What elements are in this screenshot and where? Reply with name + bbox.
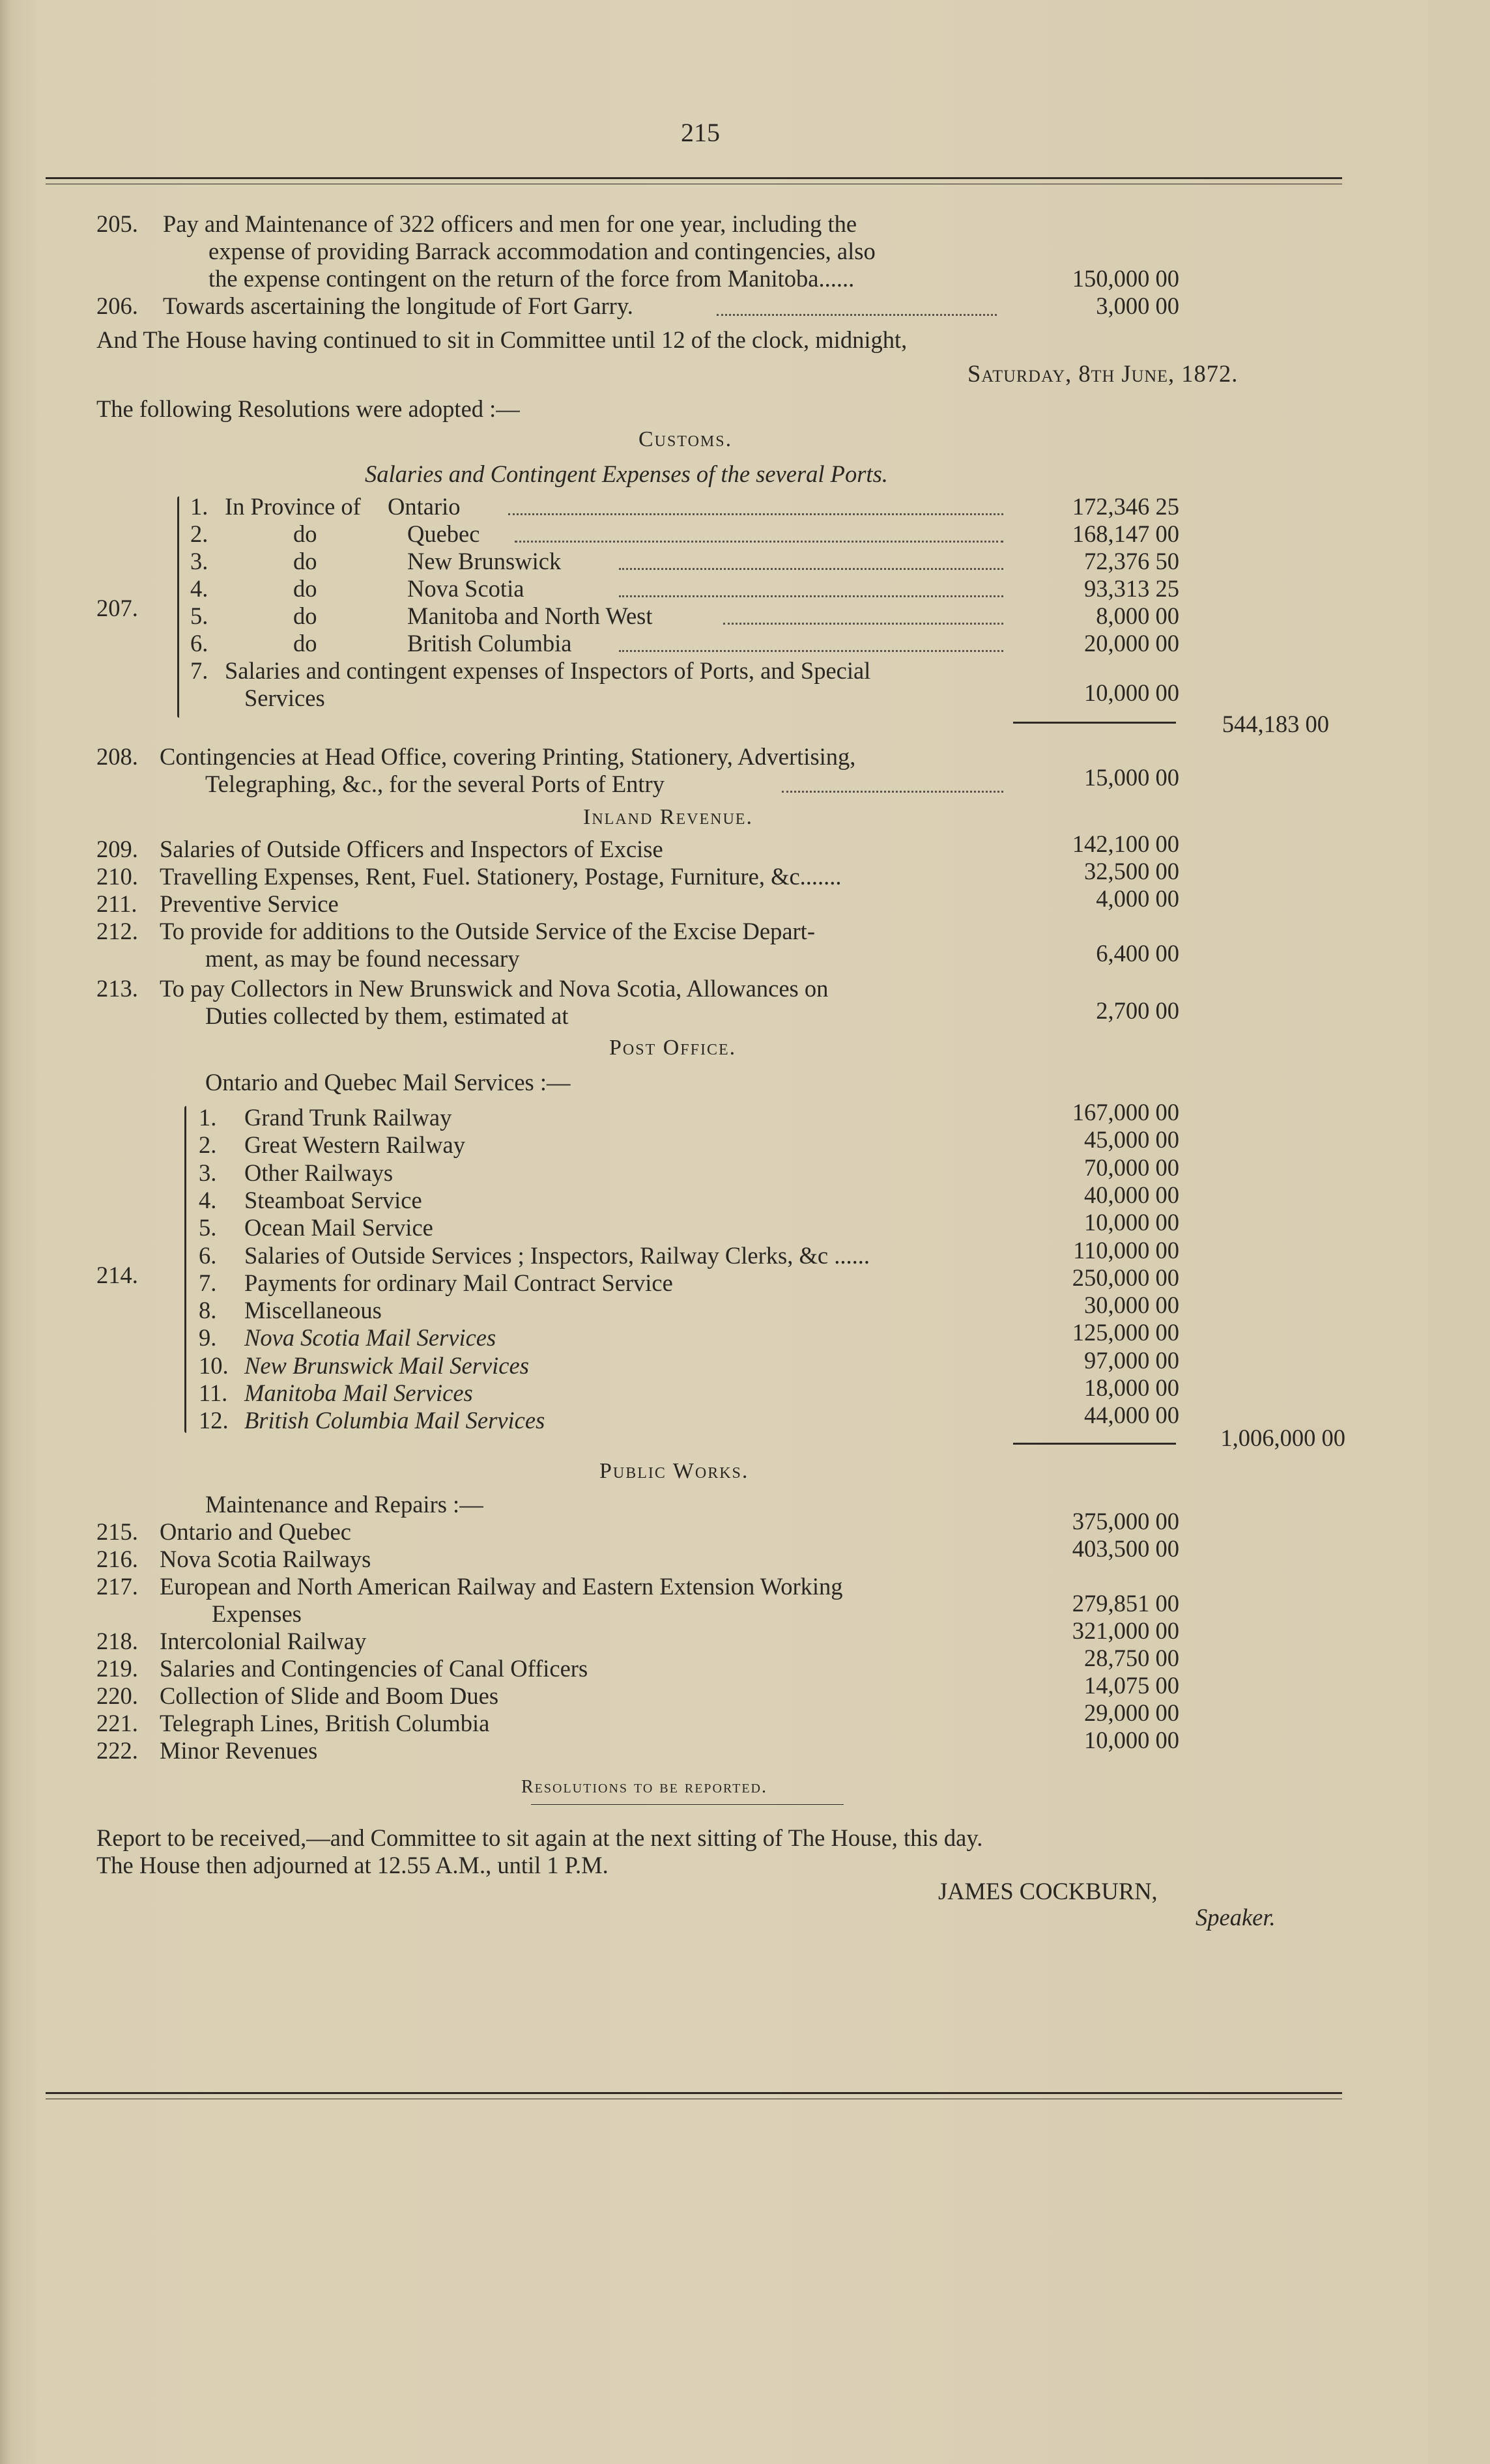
line-number: 6. <box>199 1242 217 1269</box>
reported-heading: Resolutions to be reported. <box>521 1777 767 1797</box>
item-amount: 150,000 00 <box>1072 265 1179 292</box>
item-amount: 4,000 00 <box>1096 885 1179 912</box>
line-amount: 70,000 00 <box>1084 1154 1179 1181</box>
line-text: do <box>293 602 317 629</box>
customs-total: 544,183 00 <box>1222 711 1329 737</box>
item-amount: 142,100 00 <box>1072 830 1179 857</box>
line-text: Miscellaneous <box>244 1297 382 1324</box>
line-number: 5. <box>190 602 208 629</box>
post-intro: Ontario and Quebec Mail Services :— <box>205 1069 571 1096</box>
item-amount: 279,851 00 <box>1072 1590 1179 1617</box>
committee-text: And The House having continued to sit in Committee until 12 of the clock, midnight, <box>96 326 908 353</box>
line-amount: 110,000 00 <box>1073 1237 1179 1264</box>
post-heading: Post Office. <box>609 1036 737 1060</box>
item-amount: 3,000 00 <box>1096 292 1179 319</box>
line-number: 7. <box>190 657 208 684</box>
item-text: Minor Revenues <box>160 1737 318 1764</box>
item-number: 206. <box>96 292 138 319</box>
line-amount: 250,000 00 <box>1072 1264 1179 1291</box>
item-text: Expenses <box>212 1600 302 1627</box>
item-text: To pay Collectors in New Brunswick and Nova Scotia, Allowances on <box>160 975 829 1002</box>
leader-dots <box>782 791 1003 793</box>
item-text: Duties collected by them, estimated at <box>205 1002 569 1029</box>
item-amount: 10,000 00 <box>1084 1727 1179 1753</box>
item-text: Nova Scotia Railways <box>160 1546 371 1572</box>
post-total: 1,006,000 00 <box>1220 1424 1345 1451</box>
line-number: 12. <box>199 1407 229 1434</box>
line-amount: 40,000 00 <box>1084 1182 1179 1208</box>
line-amount: 93,313 25 <box>1084 575 1179 602</box>
line-text: Nova Scotia Mail Services <box>244 1324 496 1351</box>
leader-dots <box>619 650 1003 652</box>
item-number: 208. <box>96 743 138 770</box>
leader-dots <box>717 314 997 316</box>
line-amount: 97,000 00 <box>1084 1347 1179 1374</box>
leader-dots <box>515 541 1003 543</box>
top-rule <box>46 177 1342 179</box>
line-text: New Brunswick <box>407 548 562 574</box>
item-number: 210. <box>96 863 138 890</box>
item-amount: 375,000 00 <box>1072 1508 1179 1535</box>
line-text: Nova Scotia <box>407 575 524 602</box>
line-number: 4. <box>199 1187 217 1213</box>
item-number: 217. <box>96 1573 138 1600</box>
item-amount: 32,500 00 <box>1084 858 1179 885</box>
line-text: In Province of <box>225 493 361 520</box>
line-amount: 18,000 00 <box>1084 1374 1179 1401</box>
line-text: Salaries and contingent expenses of Inspectors of Ports, and Special <box>225 657 871 684</box>
line-amount: 72,376 50 <box>1084 548 1179 574</box>
leader-dots <box>508 513 1003 515</box>
item-amount: 2,700 00 <box>1096 997 1179 1024</box>
line-text: British Columbia <box>407 630 572 657</box>
line-number: 2. <box>199 1131 217 1158</box>
line-amount: 168,147 00 <box>1072 520 1179 547</box>
item-text: European and North American Railway and Eastern Extension Working <box>160 1573 843 1600</box>
adjourn-text: The House then adjourned at 12.55 A.M., until 1 P.M. <box>96 1852 609 1878</box>
item-number: 221. <box>96 1710 138 1736</box>
item-number: 211. <box>96 890 137 917</box>
line-text: Ocean Mail Service <box>244 1214 433 1241</box>
line-amount: 30,000 00 <box>1084 1292 1179 1318</box>
item-text: Towards ascertaining the longitude of Fort Garry. <box>163 292 633 319</box>
item-number: 207. <box>96 595 138 621</box>
line-text: Steamboat Service <box>244 1187 422 1213</box>
line-text: Other Railways <box>244 1159 394 1186</box>
item-number: 205. <box>96 210 138 237</box>
line-number: 9. <box>199 1324 217 1351</box>
item-text: Salaries and Contingencies of Canal Officers <box>160 1655 588 1682</box>
line-amount: 45,000 00 <box>1084 1126 1179 1153</box>
line-text: New Brunswick Mail Services <box>244 1352 529 1379</box>
item-text: Ontario and Quebec <box>160 1518 351 1545</box>
item-amount: 28,750 00 <box>1084 1645 1179 1671</box>
line-text: do <box>293 575 317 602</box>
brace <box>177 496 179 718</box>
bottom-rule <box>46 2092 1342 2094</box>
line-text: do <box>293 548 317 574</box>
item-text: Preventive Service <box>160 890 339 917</box>
item-number: 209. <box>96 836 138 862</box>
line-number: 3. <box>190 548 208 574</box>
line-number: 3. <box>199 1159 217 1186</box>
report-text: Report to be received,—and Committee to sit again at the next sitting of The House, this day. <box>96 1824 983 1851</box>
item-number: 212. <box>96 918 138 944</box>
customs-heading: Customs. <box>638 427 733 451</box>
item-text: the expense contingent on the return of the force from Manitoba...... <box>208 265 855 292</box>
line-amount: 8,000 00 <box>1096 602 1179 629</box>
line-text: Quebec <box>407 520 480 547</box>
inland-heading: Inland Revenue. <box>583 805 753 829</box>
item-number: 213. <box>96 975 138 1002</box>
line-amount: 167,000 00 <box>1072 1099 1179 1126</box>
item-text: Telegraph Lines, British Columbia <box>160 1710 490 1736</box>
line-text: Grand Trunk Railway <box>244 1104 452 1131</box>
line-amount: 44,000 00 <box>1084 1402 1179 1428</box>
leader-dots <box>619 568 1003 570</box>
item-number: 218. <box>96 1628 138 1654</box>
line-text: do <box>293 630 317 657</box>
item-text: expense of providing Barrack accommodation and contingencies, also <box>208 238 876 264</box>
brace <box>184 1106 186 1433</box>
item-text: Contingencies at Head Office, covering Printing, Stationery, Advertising, <box>160 743 856 770</box>
item-text: ment, as may be found necessary <box>205 945 520 972</box>
line-text: Ontario <box>388 493 461 520</box>
short-rule <box>531 1804 844 1805</box>
customs-subheading: Salaries and Contingent Expenses of the several Ports. <box>365 460 888 487</box>
line-amount: 10,000 00 <box>1084 679 1179 706</box>
item-text: Travelling Expenses, Rent, Fuel. Stationery, Postage, Furniture, &c....... <box>160 863 842 890</box>
line-amount: 172,346 25 <box>1072 493 1179 520</box>
date-line: Saturday, 8th June, 1872. <box>967 360 1239 387</box>
line-amount: 10,000 00 <box>1084 1209 1179 1236</box>
line-number: 7. <box>199 1269 217 1296</box>
line-number: 11. <box>199 1380 228 1406</box>
item-amount: 321,000 00 <box>1072 1617 1179 1644</box>
item-amount: 29,000 00 <box>1084 1699 1179 1726</box>
line-text: Services <box>244 685 325 711</box>
item-number: 215. <box>96 1518 138 1545</box>
item-number: 214. <box>96 1262 138 1288</box>
item-amount: 403,500 00 <box>1072 1535 1179 1562</box>
line-amount: 20,000 00 <box>1084 630 1179 657</box>
item-text: Pay and Maintenance of 322 officers and men for one year, including the <box>163 210 857 237</box>
line-text: do <box>293 520 317 547</box>
line-number: 1. <box>190 493 208 520</box>
line-number: 10. <box>199 1352 229 1379</box>
item-amount: 14,075 00 <box>1084 1672 1179 1699</box>
item-text: Collection of Slide and Boom Dues <box>160 1682 499 1709</box>
signature-title: Speaker. <box>1196 1904 1276 1931</box>
resolutions-intro: The following Resolutions were adopted :— <box>96 395 520 422</box>
leader-dots <box>619 595 1003 597</box>
line-text: Great Western Railway <box>244 1131 465 1158</box>
line-text: Manitoba and North West <box>407 602 653 629</box>
item-text: Intercolonial Railway <box>160 1628 367 1654</box>
item-number: 219. <box>96 1655 138 1682</box>
line-text: Salaries of Outside Services ; Inspectors, Railway Clerks, &c ...... <box>244 1242 870 1269</box>
page-number: 215 <box>681 118 720 147</box>
item-number: 216. <box>96 1546 138 1572</box>
line-number: 5. <box>199 1214 217 1241</box>
item-text: To provide for additions to the Outside Service of the Excise Depart- <box>160 918 815 944</box>
works-heading: Public Works. <box>599 1459 749 1483</box>
signature-name: JAMES COCKBURN, <box>938 1878 1158 1905</box>
line-number: 4. <box>190 575 208 602</box>
line-number: 8. <box>199 1297 217 1324</box>
item-amount: 15,000 00 <box>1084 764 1179 791</box>
line-amount: 125,000 00 <box>1072 1319 1179 1346</box>
line-number: 6. <box>190 630 208 657</box>
item-text: Salaries of Outside Officers and Inspectors of Excise <box>160 836 663 862</box>
item-text: Telegraphing, &c., for the several Ports of Entry <box>205 771 665 797</box>
item-number: 222. <box>96 1737 138 1764</box>
item-amount: 6,400 00 <box>1096 940 1179 967</box>
line-number: 2. <box>190 520 208 547</box>
line-text: Manitoba Mail Services <box>244 1380 473 1406</box>
line-text: Payments for ordinary Mail Contract Service <box>244 1269 673 1296</box>
works-intro: Maintenance and Repairs :— <box>205 1491 483 1518</box>
leader-dots <box>723 623 1003 625</box>
line-number: 1. <box>199 1104 217 1131</box>
line-text: British Columbia Mail Services <box>244 1407 545 1434</box>
item-number: 220. <box>96 1682 138 1709</box>
